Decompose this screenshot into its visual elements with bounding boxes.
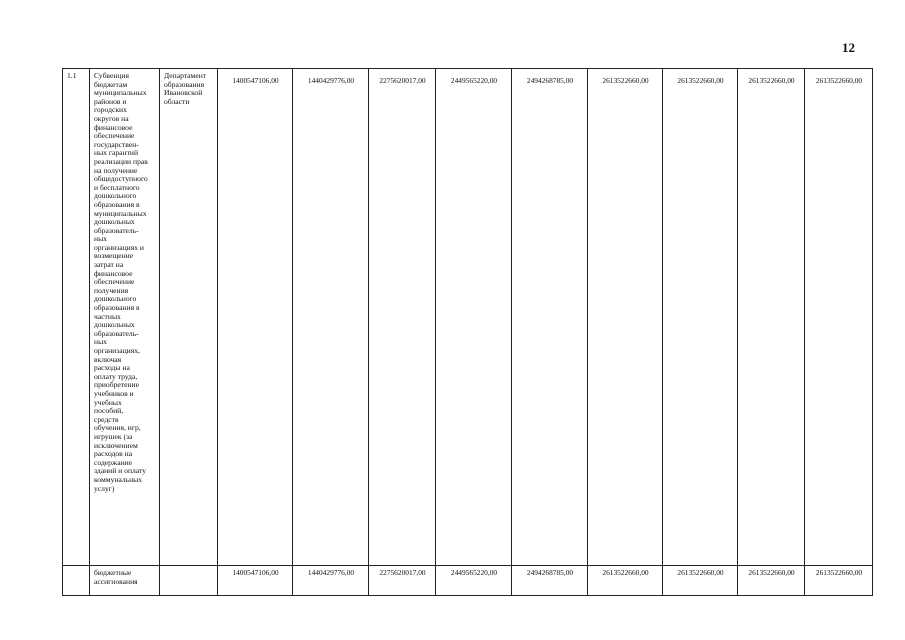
table-row-subvention	[63, 69, 873, 566]
amount-cell: 2613522660,00	[663, 69, 738, 566]
row-description: Субвенция бюджетам муниципальных районов и городских округов на финансовое обеспечение государствен- ных гарантий реализации прав на получение общедоступного и бесплатного дошкольного образования в муниципальных дошкольных образователь- ных организациях и возмещение затрат на финансовое обеспечение получения дошкольного образования в частных дошкольных образователь- ных организациях, включая расходы на оплату труда, приобретение учебников и учебных пособий, средств обучения, игр, игрушек (за исключением расходов на содержание зданий и оплату коммунальных услуг)	[90, 69, 160, 566]
amount-cell: 2613522660,00	[805, 566, 873, 596]
amount-cell: 2494268785,00	[512, 566, 588, 596]
row-department: Департамент образования Ивановской области	[160, 69, 218, 566]
amount-cell: 2449565220,00	[436, 566, 512, 596]
amount-cell: 1400547106,00	[218, 566, 293, 596]
row-description: бюджетные ассигнования	[90, 566, 160, 596]
amount-cell: 2449565220,00	[436, 69, 512, 566]
amount-cell: 2613522660,00	[588, 69, 663, 566]
row-code	[63, 566, 90, 596]
table-row-allocations	[63, 566, 873, 596]
amount-cell: 1400547106,00	[218, 69, 293, 566]
budget-table	[62, 68, 873, 596]
amount-cell: 2613522660,00	[738, 566, 805, 596]
row-department	[160, 566, 218, 596]
row-code: 1.1	[63, 69, 90, 566]
amount-cell: 1440429776,00	[293, 69, 369, 566]
amount-cell: 2613522660,00	[805, 69, 873, 566]
amount-cell: 2275620017,00	[369, 566, 436, 596]
amount-cell: 2494268785,00	[512, 69, 588, 566]
amount-cell: 2613522660,00	[663, 566, 738, 596]
amount-cell: 2613522660,00	[588, 566, 663, 596]
page-number: 12	[842, 40, 855, 55]
amount-cell: 2613522660,00	[738, 69, 805, 566]
amount-cell: 2275620017,00	[369, 69, 436, 566]
amount-cell: 1440429776,00	[293, 566, 369, 596]
